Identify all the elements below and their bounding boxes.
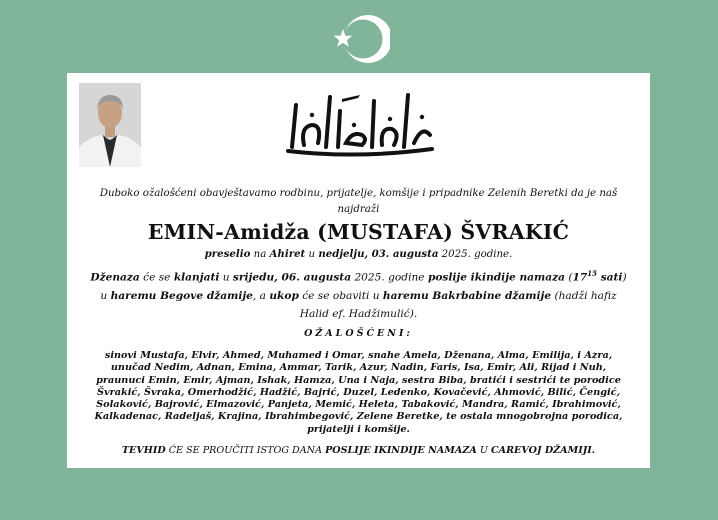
mourners-list: sinovi Mustafa, Elvir, Ahmed, Muhamed i Omar, snahe Amela, Dženana, Alma, Emilija, i Azra, unučad Nedim, Adnan, Emina, Ammar, Tarik, Azur, Nadin, Faris, Isa, Emir, Ali, Rijad i Nuh, praunuci Emin, Emir, Ajman, Ishak, Hamza, Una i Naja, sestra Biba, bratići i sestrići te porodice Švrakić, Švraka, Omerhodžić, Hadžić, Bajrić, Duzel, Ledenko, Kovačević, Ahmović, Bilić, Čengić, Solaković, Bajrović, Elmazović, Panjeta, Memić, Heleta, Tabaković, Mandra, Ramić, Ibrahimović, Kalkadenac, Radeljaš, Krajina, Ibrahimbegović, Zelene Beretke, te ostala mnogobrojna porodica, prijatelji i komšije.	[94, 350, 623, 435]
tevhid-line: TEVHID ĆE SE PROUČITI ISTOG DANA POSLIJE IKINDIJE NAMAZA U CAREVOJ DŽAMIJI.	[121, 445, 596, 456]
deceased-name: EMIN-Amidža (MUSTAFA) ŠVRAKIĆ	[147, 220, 570, 244]
intro-text: Duboko ožalošćeni obavještavamo rodbinu, prijatelje, komšije i pripadnike Zelenih Beretki da je naš najdraži	[99, 188, 618, 215]
arabic-calligraphy	[282, 85, 437, 160]
portrait-photo	[79, 83, 141, 167]
mourners-heading: OŽALOŠĆENI:	[304, 328, 413, 339]
death-date-line: preselio na Ahiret u nedjelju, 03. augusta 2025. godine.	[204, 248, 513, 260]
funeral-details: Dženaza će se klanjati u srijedu, 06. augusta 2025. godine poslije ikindije namaza ($17^{15}$ sati) u haremu Begove džamije, a ukop će se obaviti u haremu Bakrbabine džamije (hadži hafiz Halid ef. Hadžimulić).	[90, 269, 627, 320]
obituary-card	[67, 73, 650, 468]
crescent-star-icon	[330, 10, 390, 66]
